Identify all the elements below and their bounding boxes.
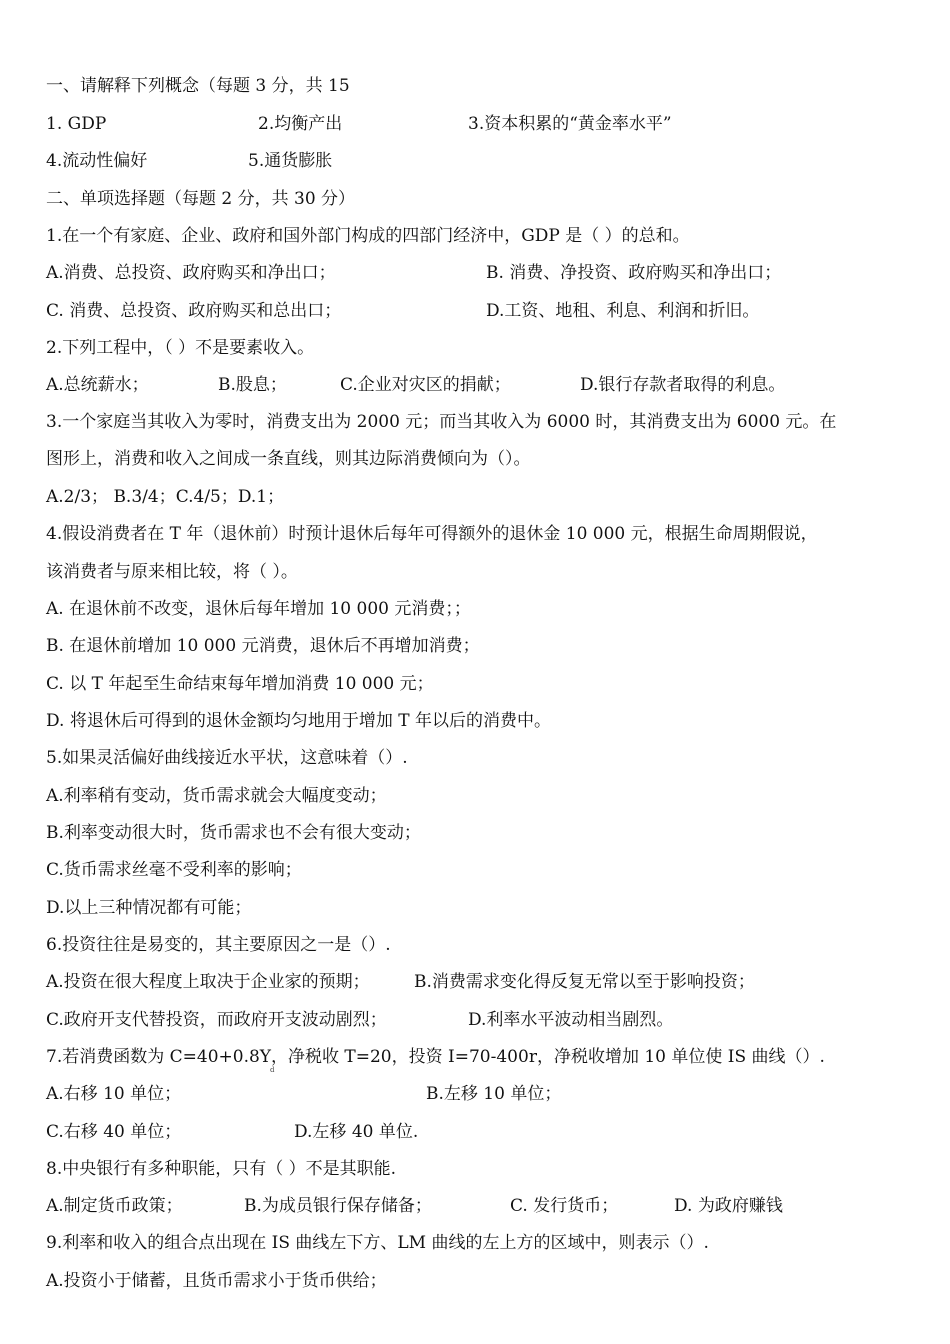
q5-option-a: A.利率稍有变动，货币需求就会大幅度变动； bbox=[46, 786, 387, 806]
q7-option-b: B.左移 10 单位； bbox=[426, 1084, 562, 1104]
concept-4: 4.流动性偏好 bbox=[46, 151, 148, 171]
q1-option-d: D.工资、地租、利息、利润和折旧。 bbox=[486, 301, 760, 321]
q8-option-c: C. 发行货币； bbox=[510, 1196, 619, 1216]
q8-option-d: D. 为政府赚钱 bbox=[674, 1196, 783, 1216]
question-5-stem: 5.如果灵活偏好曲线接近水平状，这意味着（）. bbox=[46, 748, 408, 768]
question-4-stem-line-2: 该消费者与原来相比较，将（ ）。 bbox=[46, 562, 298, 582]
q4-option-c: C. 以 T 年起至生命结束每年增加消费 10 000 元； bbox=[46, 674, 434, 694]
q7-option-c: C.右移 40 单位； bbox=[46, 1122, 182, 1142]
q1-option-a: A.消费、总投资、政府购买和净出口； bbox=[46, 263, 336, 283]
q7-option-a: A.右移 10 单位； bbox=[46, 1084, 182, 1104]
question-3-stem-line-1: 3.一个家庭当其收入为零时，消费支出为 2000 元；而当其收入为 6000 时，其消费支出为 6000 元。在 bbox=[46, 412, 837, 432]
question-3-stem-line-2: 图形上，消费和收入之间成一条直线，则其边际消费倾向为（）。 bbox=[46, 449, 531, 469]
q6-option-c: C.政府开支代替投资，而政府开支波动剧烈； bbox=[46, 1010, 387, 1030]
q6-option-d: D.利率水平波动相当剧烈。 bbox=[468, 1010, 674, 1030]
section2-heading: 二、单项选择题（每题 2 分，共 30 分） bbox=[46, 189, 356, 209]
section1-heading: 一、请解释下列概念（每题 3 分，共 15 bbox=[46, 76, 350, 96]
question-6-stem: 6.投资往往是易变的，其主要原因之一是（）. bbox=[46, 935, 391, 955]
q1-option-c: C. 消费、总投资、政府购买和总出口； bbox=[46, 301, 342, 321]
q2-option-d: D.银行存款者取得的利息。 bbox=[580, 375, 786, 395]
q5-option-d: D.以上三种情况都有可能； bbox=[46, 898, 252, 918]
q2-option-a: A.总统薪水； bbox=[46, 375, 149, 395]
q4-option-a: A. 在退休前不改变，退休后每年增加 10 000 元消费；； bbox=[46, 599, 471, 619]
q9-option-a: A.投资小于储蓄，且货币需求小于货币供给； bbox=[46, 1271, 387, 1291]
q8-option-a: A.制定货币政策； bbox=[46, 1196, 183, 1216]
q6-option-b: B.消费需求变化得反复无常以至于影响投资； bbox=[414, 972, 755, 992]
concept-5: 5.通货膨胀 bbox=[248, 151, 333, 171]
q4-option-d: D. 将退休后可得到的退休金额均匀地用于增加 T 年以后的消费中。 bbox=[46, 711, 551, 731]
q2-option-c: C.企业对灾区的捐献； bbox=[340, 375, 511, 395]
q4-option-b: B. 在退休前增加 10 000 元消费，退休后不再增加消费； bbox=[46, 636, 480, 656]
question-3-options: A.2/3； B.3/4；C.4/5；D.1； bbox=[46, 487, 285, 507]
q7-option-d: D.左移 40 单位. bbox=[294, 1122, 419, 1142]
concept-2: 2.均衡产出 bbox=[258, 114, 343, 134]
q1-option-b: B. 消费、净投资、政府购买和净出口； bbox=[486, 263, 782, 283]
question-9-stem: 9.利率和收入的组合点出现在 IS 曲线左下方、LM 曲线的左上方的区域中，则表示（）. bbox=[46, 1233, 709, 1253]
q6-option-a: A.投资在很大程度上取决于企业家的预期； bbox=[46, 972, 370, 992]
q5-option-b: B.利率变动很大时，货币需求也不会有很大变动； bbox=[46, 823, 421, 843]
question-2-stem: 2.下列工程中，（ ）不是要素收入。 bbox=[46, 338, 315, 358]
concept-3: 3.资本积累的“黄金率水平” bbox=[468, 114, 672, 134]
question-8-stem: 8.中央银行有多种职能，只有（ ）不是其职能. bbox=[46, 1159, 397, 1179]
concept-1: 1. GDP bbox=[46, 114, 107, 134]
question-1-stem: 1.在一个有家庭、企业、政府和国外部门构成的四部门经济中，GDP 是（ ）的总和。 bbox=[46, 226, 690, 246]
q2-option-b: B.股息； bbox=[218, 375, 287, 395]
question-4-stem-line-1: 4.假设消费者在 T 年（退休前）时预计退休后每年可得额外的退休金 10 000 元，根据生命周期假说， bbox=[46, 524, 818, 544]
q7-subscript: d bbox=[270, 1066, 275, 1074]
question-7-stem: 7.若消费函数为 C=40+0.8Y，净税收 T=20，投资 I=70-400r，净税收增加 10 单位使 IS 曲线（）. bbox=[46, 1047, 825, 1067]
q8-option-b: B.为成员银行保存储备； bbox=[244, 1196, 432, 1216]
q5-option-c: C.货币需求丝毫不受利率的影响； bbox=[46, 860, 302, 880]
